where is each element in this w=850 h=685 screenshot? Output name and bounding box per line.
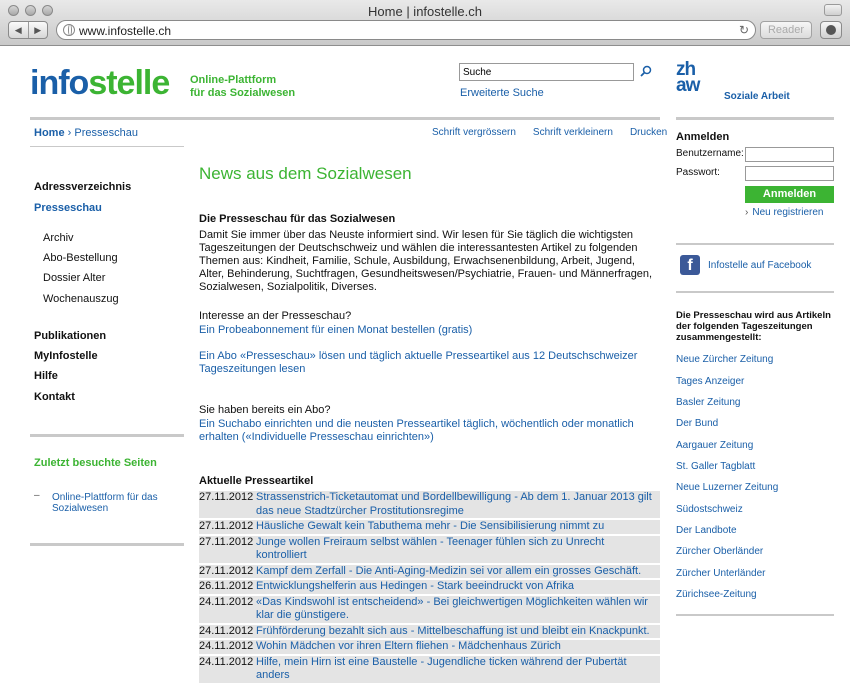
search-input[interactable]	[459, 63, 634, 81]
tagline-line-1: Online-Plattform	[190, 74, 277, 86]
newspaper-link[interactable]: St. Galler Tagblatt	[676, 461, 756, 472]
zhaw-logo-line-2: aw	[676, 75, 700, 96]
left-nav-bottom-divider	[30, 543, 184, 546]
toolbar-toggle-button[interactable]	[824, 4, 842, 16]
zhaw-logo[interactable]	[676, 59, 716, 96]
article-row[interactable]	[199, 625, 660, 639]
facebook-divider	[676, 291, 834, 293]
article-title[interactable]: Häusliche Gewalt kein Tabuthema mehr - Die Sensibilisierung nimmt zu	[256, 520, 605, 532]
username-field[interactable]	[745, 147, 834, 162]
press-sources-intro: Die Presseschau wird aus Artikeln der folgenden Tageszeitungen zusammengestellt:	[676, 310, 831, 343]
left-nav-divider	[30, 434, 184, 437]
article-title[interactable]: Hilfe, mein Hirn ist eine Baustelle - Jugendliche ticken während der Pubertät anders	[256, 655, 627, 681]
page-tools	[432, 127, 667, 138]
header-divider	[30, 117, 660, 120]
window-title: Home | infostelle.ch	[368, 4, 482, 19]
article-row[interactable]	[199, 520, 660, 534]
article-row[interactable]	[199, 640, 660, 654]
login-title: Anmelden	[676, 131, 730, 143]
nav-myinfostelle[interactable]: MyInfostelle	[34, 350, 98, 362]
article-row[interactable]	[199, 565, 660, 579]
nav-kontakt[interactable]: Kontakt	[34, 391, 75, 403]
logo-info: info	[30, 64, 89, 102]
password-label: Passwort:	[676, 167, 720, 178]
newspaper-link[interactable]: Der Landbote	[676, 525, 737, 536]
newspaper-link[interactable]: Aargauer Zeitung	[676, 440, 754, 451]
breadcrumb-current[interactable]: Presseschau	[74, 127, 138, 139]
left-nav-top-divider	[30, 146, 184, 147]
newspaper-link[interactable]: Zürcher Unterländer	[676, 568, 766, 579]
newspaper-link[interactable]: Der Bund	[676, 418, 719, 429]
infostelle-logo[interactable]	[30, 66, 169, 100]
papers-divider	[676, 614, 834, 616]
recent-page-link[interactable]	[34, 492, 174, 514]
trial-subscription-link[interactable]: Ein Probeabonnement für einen Monat bestellen (gratis)	[199, 324, 473, 336]
subscription-link[interactable]: Ein Abo «Presseschau» lösen und täglich aktuelle Presseartikel aus 12 Deutschschweizer Tageszeitungen lesen	[199, 350, 638, 375]
breadcrumb-home[interactable]: Home	[34, 127, 65, 139]
article-date: 24.11.2012	[199, 655, 254, 668]
article-title[interactable]: Kampf dem Zerfall - Die Anti-Aging-Medizin sei vor allem ein grosses Geschäft.	[256, 564, 642, 577]
tagline	[190, 74, 295, 100]
newspaper-link[interactable]: Südostschweiz	[676, 504, 743, 515]
article-row[interactable]	[199, 656, 660, 683]
article-row[interactable]	[199, 596, 660, 623]
font-bigger-link[interactable]: Schrift vergrössern	[432, 127, 516, 138]
nav-presseschau[interactable]: Presseschau	[34, 202, 102, 214]
login-button[interactable]: Anmelden	[745, 186, 834, 203]
nav-sub-abo-bestellung[interactable]: Abo-Bestellung	[43, 252, 118, 264]
username-label: Benutzername:	[676, 148, 744, 159]
login-divider	[676, 243, 834, 245]
history-nav	[8, 21, 48, 39]
back-button[interactable]: ◀	[9, 22, 29, 38]
nav-adressverzeichnis[interactable]: Adressverzeichnis	[34, 181, 132, 193]
browser-chrome	[0, 0, 850, 46]
intro-text: Damit Sie immer über das Neuste informiert sind. Wir lesen für Sie täglich die wichtigsten Tageszeitungen der Deutschschweiz und wählen die interessantesten Artikel zu folgenden Themen aus: Kindheit, Familie, Schule, Ausbildung, Erwachsenenbildung, Arbeit, Jugend, Alter, Behinderung, Suchtfragen, Gesundheitswesen/Psychiatrie, Frauen- und Männerfragen, Sozialwesen, Sozialpolitik, Diverses.	[199, 229, 653, 293]
search-icon[interactable]	[640, 65, 652, 77]
nav-sub-archiv[interactable]: Archiv	[43, 232, 74, 244]
have-abo-question: Sie haben bereits ein Abo?	[199, 404, 331, 416]
header-divider-right	[676, 117, 834, 120]
article-list	[199, 491, 660, 685]
zhaw-logo-line-1: zh	[676, 59, 696, 80]
breadcrumb	[34, 127, 138, 139]
advanced-search-link[interactable]: Erweiterte Suche	[460, 87, 544, 99]
article-title[interactable]: Frühförderung bezahlt sich aus - Mittelbeschaffung ist und bleibt ein Knackpunkt.	[256, 624, 650, 637]
article-row[interactable]	[199, 536, 660, 563]
print-link[interactable]: Drucken	[629, 127, 668, 138]
page-title: News aus dem Sozialwesen	[199, 164, 412, 183]
article-date: 27.11.2012	[199, 491, 254, 503]
interest-question: Interesse an der Presseschau?	[199, 310, 352, 322]
article-date: 24.11.2012	[199, 624, 254, 637]
reader-button[interactable]: Reader	[760, 21, 812, 39]
nav-publikationen[interactable]: Publikationen	[34, 330, 107, 342]
nav-sub-dossier-alter[interactable]: Dossier Alter	[43, 272, 106, 284]
article-date: 27.11.2012	[199, 520, 254, 532]
recent-page-label: Online-Plattform für das Sozialwesen	[52, 492, 158, 514]
newspaper-link[interactable]: Tages Anzeiger	[676, 376, 745, 387]
breadcrumb-separator: ›	[67, 127, 72, 139]
section-title: Die Presseschau für das Sozialwesen	[199, 213, 396, 225]
article-date: 24.11.2012	[199, 640, 254, 652]
reload-button[interactable]: ↻	[738, 23, 749, 37]
partner-label[interactable]: Soziale Arbeit	[724, 91, 790, 102]
logo-stelle: stelle	[88, 64, 170, 102]
article-row[interactable]	[199, 491, 660, 518]
downloads-icon[interactable]	[820, 21, 842, 39]
newspaper-link[interactable]: Neue Zürcher Zeitung	[676, 354, 774, 365]
forward-button[interactable]: ▶	[34, 25, 42, 35]
article-title[interactable]: Entwicklungshelferin aus Hedingen - Stark beeindruckt von Afrika	[256, 580, 574, 592]
newspaper-link[interactable]: Zürichsee-Zeitung	[676, 589, 757, 600]
facebook-icon[interactable]: f	[680, 255, 700, 275]
nav-sub-wochenauszug[interactable]: Wochenauszug	[43, 293, 119, 305]
tagline-line-2: für das Sozialwesen	[190, 87, 296, 99]
newspaper-link[interactable]: Neue Luzerner Zeitung	[676, 482, 779, 493]
register-label: Neu registrieren	[752, 207, 824, 218]
facebook-link[interactable]: Infostelle auf Facebook	[708, 260, 812, 271]
articles-title: Aktuelle Presseartikel	[199, 475, 314, 487]
article-title[interactable]: Strassenstrich-Ticketautomat und Bordellbewilligung - Ab dem 1. Januar 2013 gilt das neue Stadtzürcher Prostitutionsregime	[256, 491, 652, 517]
article-date: 26.11.2012	[199, 580, 254, 592]
address-bar[interactable]	[56, 20, 756, 40]
password-field[interactable]	[745, 166, 834, 181]
font-smaller-link[interactable]: Schrift verkleinern	[532, 127, 613, 138]
recent-pages-title: Zuletzt besuchte Seiten	[34, 457, 157, 469]
recent-page-dash: –	[34, 490, 40, 501]
nav-hilfe[interactable]: Hilfe	[34, 370, 58, 382]
article-row[interactable]	[199, 580, 660, 594]
article-date: 27.11.2012	[199, 564, 254, 577]
article-title[interactable]: Junge wollen Freiraum selbst wählen - Teenager fühlen sich zu Unrecht kontrolliert	[256, 535, 605, 561]
article-date: 24.11.2012	[199, 595, 254, 608]
article-title[interactable]: Wohin Mädchen vor ihren Eltern fliehen - Mädchenhaus Zürich	[256, 640, 561, 652]
article-title[interactable]: «Das Kindswohl ist entscheidend» - Bei gleichwertigen Möglichkeiten wählen wir klar die günstigere.	[256, 595, 648, 621]
article-date: 27.11.2012	[199, 535, 254, 548]
search-subscription-link[interactable]: Ein Suchabo einrichten und die neusten Presseartikel täglich, wöchentlich oder monatlich erhalten («Individuelle Presseschau einrichten»)	[199, 418, 634, 443]
url-text: www.infostelle.ch	[79, 24, 172, 38]
newspaper-link[interactable]: Zürcher Oberländer	[676, 546, 764, 557]
chevron-right-icon: ›	[745, 207, 749, 218]
register-link[interactable]	[745, 207, 824, 218]
newspaper-link[interactable]: Basler Zeitung	[676, 397, 741, 408]
globe-icon	[63, 24, 75, 36]
